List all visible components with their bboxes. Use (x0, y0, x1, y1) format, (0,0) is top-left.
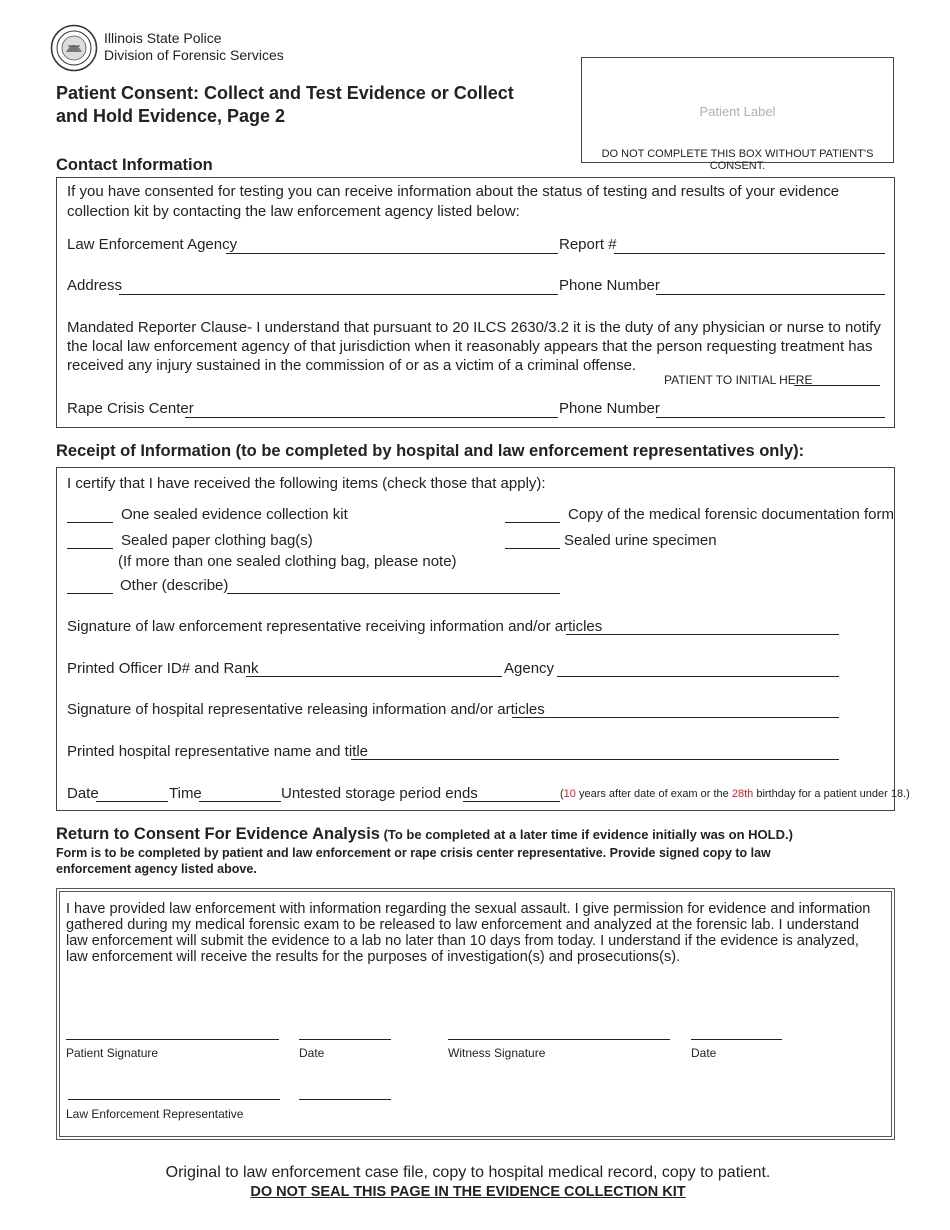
patient-sig-label: Patient Signature (66, 1046, 159, 1060)
title-line-1: Patient Consent: Collect and Test Evidence or Collect (56, 83, 514, 103)
patient-label-placeholder: Patient Label (699, 104, 776, 119)
return-heading-note: (To be completed at a later time if evidence initially was on HOLD.) (379, 827, 793, 842)
phone-label-1: Phone Number (559, 277, 660, 294)
note-10: 10 (563, 788, 576, 800)
address-field[interactable] (119, 294, 558, 295)
sig-le-label: Signature of law enforcement representative receiving information and/or articles (67, 618, 603, 635)
agency-field[interactable] (557, 676, 839, 677)
patient-label-box[interactable] (581, 57, 894, 172)
law-agency-field[interactable] (226, 253, 558, 254)
storage-note (560, 788, 910, 800)
date2-label: Date (691, 1046, 717, 1060)
witness-sig-label: Witness Signature (448, 1046, 546, 1060)
le-rep-date-field[interactable] (299, 1099, 391, 1100)
return-body: I have provided law enforcement with information regarding the sexual assault. I give permission for evidence and information gathered during my medical forensic exam to be released to law enforcement and analyzed at the forensic lab. I understand law enforcement will submit the evidence to a lab no later than 10 days from today. I understand if the evidence is analyzed, law enforcement will receive the results for the purposes of investigation(s) and prosecutions(s). (66, 901, 871, 965)
time-label: Time (169, 785, 202, 802)
report-label: Report # (559, 236, 617, 253)
page-title (56, 82, 556, 128)
agency-label: Agency (504, 660, 555, 677)
hosp-name-label: Printed hospital representative name and title (67, 743, 369, 760)
other-label: Other (describe) (120, 577, 229, 594)
footer-line-1: Original to law enforcement case file, copy to hospital medical record, copy to patient. (165, 1164, 771, 1181)
contact-heading: Contact Information (56, 156, 213, 174)
le-rep-field[interactable] (68, 1099, 280, 1100)
note-open: ( (560, 788, 564, 800)
return-subtext: Form is to be completed by patient and law enforcement or rape crisis center representative. Provide signed copy to law enforcement agency listed above. (56, 846, 771, 876)
date2-field[interactable] (691, 1039, 782, 1040)
rape-crisis-field[interactable] (185, 417, 558, 418)
sig-le-field[interactable] (566, 634, 839, 635)
return-heading-main: Return to Consent For Evidence Analysis (56, 825, 380, 843)
note-mid: years after date of exam or the (575, 788, 732, 800)
witness-sig-field[interactable] (448, 1039, 670, 1040)
footer-line-2: DO NOT SEAL THIS PAGE IN THE EVIDENCE COLLECTION KIT (250, 1184, 686, 1200)
phone-field-2[interactable] (656, 417, 885, 418)
patient-sig-field[interactable] (66, 1039, 279, 1040)
contact-intro: If you have consented for testing you can receive information about the status of testing and results of your evidence collection kit by contacting the law enforcement agency listed below: (67, 183, 840, 220)
copy-check[interactable] (505, 522, 560, 523)
other-field[interactable] (227, 593, 560, 594)
seal-icon (50, 24, 98, 72)
date1-label: Date (299, 1046, 325, 1060)
storage-field[interactable] (463, 801, 560, 802)
initial-field[interactable] (794, 385, 880, 386)
org-line-2: Division of Forensic Services (104, 47, 284, 63)
bag-label: Sealed paper clothing bag(s) (121, 532, 313, 549)
phone-field-1[interactable] (656, 294, 885, 295)
report-field[interactable] (614, 253, 885, 254)
bag-check[interactable] (67, 548, 113, 549)
officer-label: Printed Officer ID# and Rank (67, 660, 259, 677)
copy-label: Copy of the medical forensic documentation form (568, 506, 894, 523)
urine-label: Sealed urine specimen (564, 532, 717, 549)
date-label: Date (67, 785, 99, 802)
kit-label: One sealed evidence collection kit (121, 506, 348, 523)
sig-hosp-label: Signature of hospital representative releasing information and/or articles (67, 701, 545, 718)
note-28: 28th (731, 788, 754, 800)
initial-label: PATIENT TO INITIAL HERE (664, 373, 813, 387)
officer-field[interactable] (246, 676, 502, 677)
bag-note: (If more than one sealed clothing bag, please note) (118, 553, 457, 570)
hosp-name-field[interactable] (351, 759, 839, 760)
certify-text: I certify that I have received the following items (check those that apply): (67, 475, 546, 492)
kit-check[interactable] (67, 522, 113, 523)
phone-label-2: Phone Number (559, 400, 660, 417)
mandated-reporter-clause: Mandated Reporter Clause- I understand that pursuant to 20 ILCS 2630/3.2 it is the duty of any physician or nurse to notify the local law enforcement agency of that jurisdiction when it reasonably appears that the person requesting treatment has received any injury sustained in the commission of or as a victim of a criminal offense. (67, 319, 881, 374)
sig-hosp-field[interactable] (512, 717, 839, 718)
time-field[interactable] (199, 801, 281, 802)
le-rep-label: Law Enforcement Representative (66, 1107, 244, 1121)
urine-check[interactable] (505, 548, 560, 549)
note-end: birthday for a patient under 18.) (753, 788, 910, 800)
return-heading (56, 825, 793, 844)
date-field[interactable] (96, 801, 168, 802)
title-line-2: and Hold Evidence, Page 2 (56, 106, 286, 126)
rape-crisis-label: Rape Crisis Center (67, 400, 194, 417)
receipt-heading: Receipt of Information (to be completed by hospital and law enforcement representatives only): (56, 442, 805, 460)
date1-field[interactable] (299, 1039, 391, 1040)
law-agency-label: Law Enforcement Agency (67, 236, 238, 253)
storage-label: Untested storage period ends (281, 785, 478, 802)
org-line-1: Illinois State Police (104, 30, 222, 46)
address-label: Address (67, 277, 123, 294)
label-warning: DO NOT COMPLETE THIS BOX WITHOUT PATIENT'S CONSENT. (601, 148, 874, 172)
other-check[interactable] (67, 593, 113, 594)
state-police-seal (50, 24, 98, 72)
